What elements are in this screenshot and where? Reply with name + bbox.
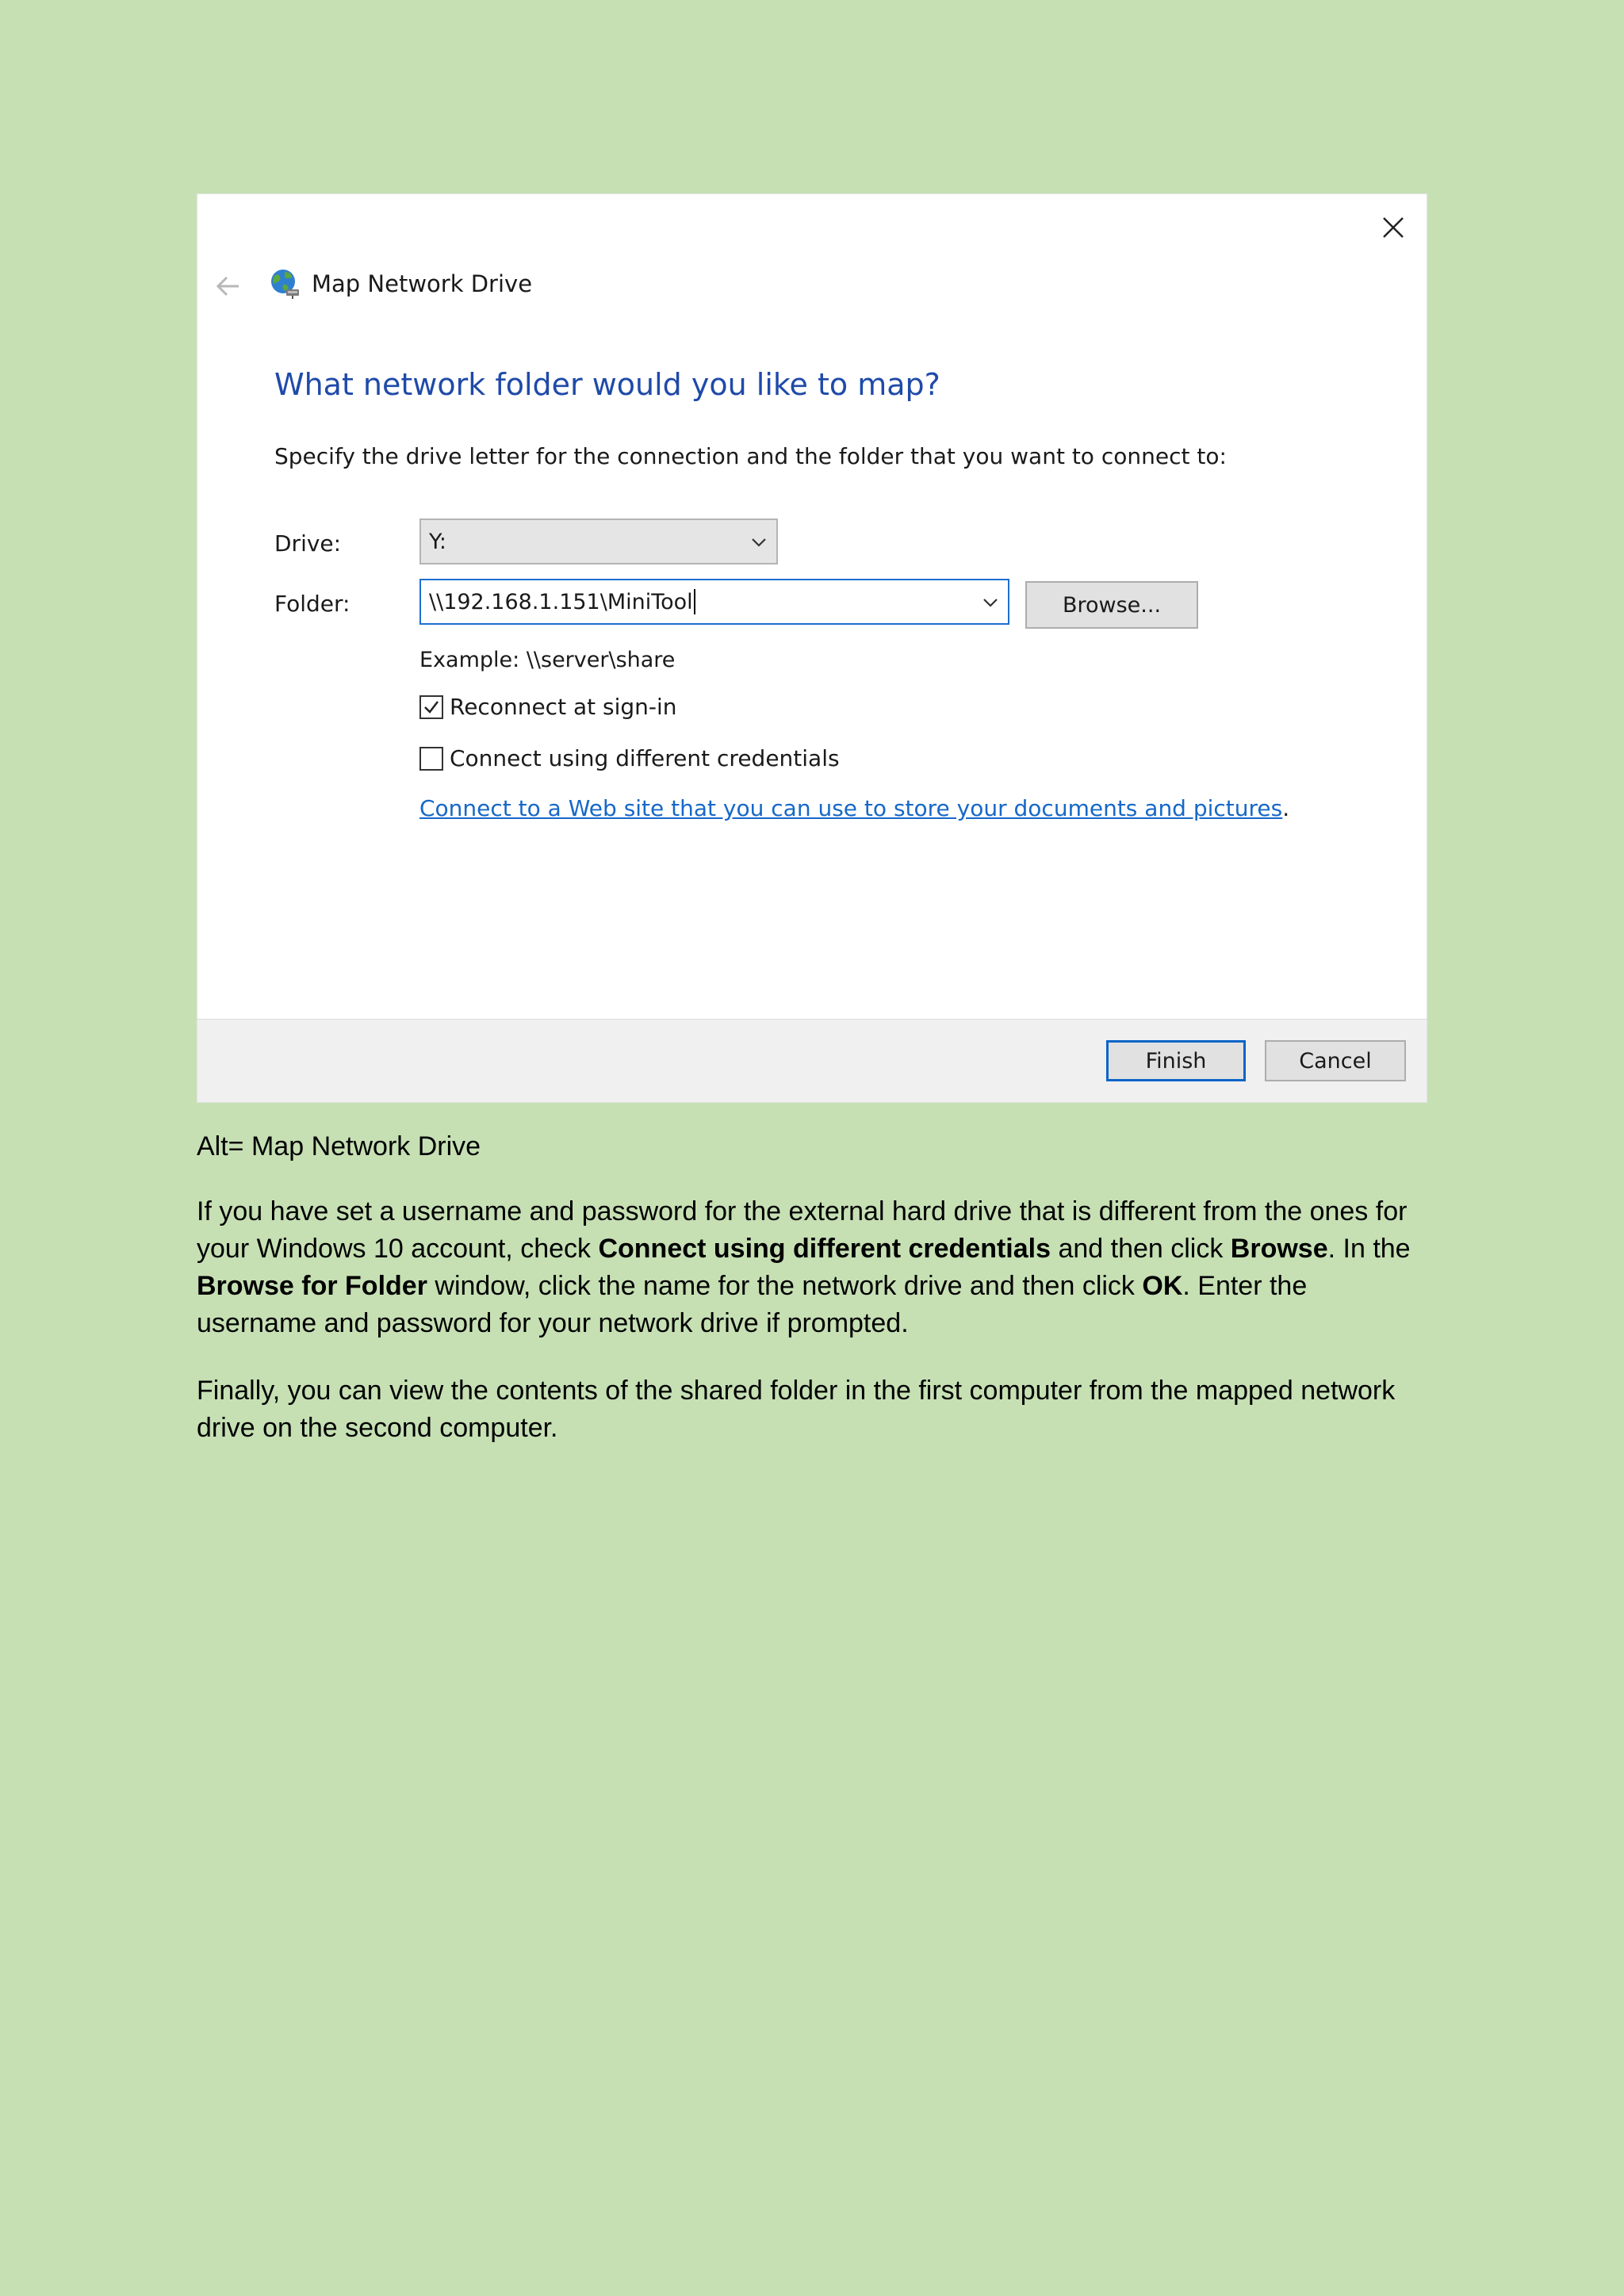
- finish-button[interactable]: Finish: [1106, 1040, 1246, 1081]
- folder-input[interactable]: [419, 579, 1009, 625]
- paragraph-finally-text: Finally, you can view the contents of the shared folder in the first computer from the mapped network drive on the second computer.: [197, 1376, 1396, 1443]
- para1-text-3: . In the: [1327, 1234, 1411, 1264]
- reconnect-label: Reconnect at sign-in: [450, 694, 677, 720]
- drive-label: Drive:: [274, 530, 342, 557]
- back-arrow-icon: [215, 275, 240, 297]
- para1-bold-4: OK: [1142, 1271, 1183, 1301]
- dialog-title: Map Network Drive: [312, 270, 533, 297]
- close-button[interactable]: [1377, 212, 1409, 243]
- para1-text-1: If you have set a username and password for the external hard drive that is different from the ones for your Windows 10 account, check: [197, 1196, 1408, 1264]
- folder-label: Folder:: [274, 591, 350, 617]
- image-caption: [197, 1128, 1434, 1165]
- paragraph-finally: [197, 1372, 1434, 1447]
- map-network-drive-dialog: [197, 193, 1427, 1103]
- browse-button[interactable]: Browse...: [1025, 581, 1198, 629]
- reconnect-checkbox[interactable]: [419, 695, 443, 719]
- back-button[interactable]: [212, 270, 243, 302]
- para1-bold-1: Connect using different credentials: [598, 1234, 1051, 1264]
- drive-select-value: Y:: [429, 529, 447, 554]
- web-link-row: [419, 795, 1289, 821]
- para1-text-2: and then click: [1051, 1234, 1231, 1264]
- paragraph-credentials: [197, 1193, 1434, 1342]
- different-credentials-checkbox[interactable]: [419, 747, 443, 771]
- dialog-footer: [197, 1019, 1427, 1102]
- para1-text-4: window, click the name for the network drive and then click: [427, 1271, 1143, 1301]
- chevron-down-icon: [748, 531, 770, 553]
- checkmark-icon: [422, 698, 441, 717]
- folder-example: Example: \\server\share: [419, 648, 676, 672]
- para1-bold-2: Browse: [1230, 1234, 1328, 1264]
- cancel-button[interactable]: Cancel: [1265, 1040, 1406, 1081]
- different-credentials-label: Connect using different credentials: [450, 745, 840, 771]
- close-icon: [1381, 216, 1405, 239]
- para1-bold-3: Browse for Folder: [197, 1271, 427, 1301]
- caption-text: Alt= Map Network Drive: [197, 1131, 481, 1161]
- drive-select[interactable]: [419, 519, 778, 564]
- para1-text-5: . Enter the username and password for your network drive if prompted.: [197, 1271, 1308, 1338]
- paragraph-credentials-text: [197, 1193, 1434, 1342]
- reconnect-checkbox-row[interactable]: [419, 694, 677, 720]
- dialog-title-row: [269, 267, 532, 300]
- chevron-down-icon[interactable]: [979, 591, 1002, 614]
- web-link-suffix: .: [1282, 795, 1290, 821]
- dialog-heading: What network folder would you like to map?: [274, 367, 940, 402]
- web-site-link[interactable]: Connect to a Web site that you can use to store your documents and pictures: [419, 795, 1283, 821]
- folder-input-value: \\192.168.1.151\MiniTool: [429, 589, 693, 614]
- dialog-instructions: Specify the drive letter for the connection and the folder that you want to connect to:: [274, 443, 1227, 469]
- text-caret: [694, 589, 695, 614]
- network-globe-icon: [269, 267, 302, 300]
- different-credentials-row[interactable]: [419, 745, 840, 771]
